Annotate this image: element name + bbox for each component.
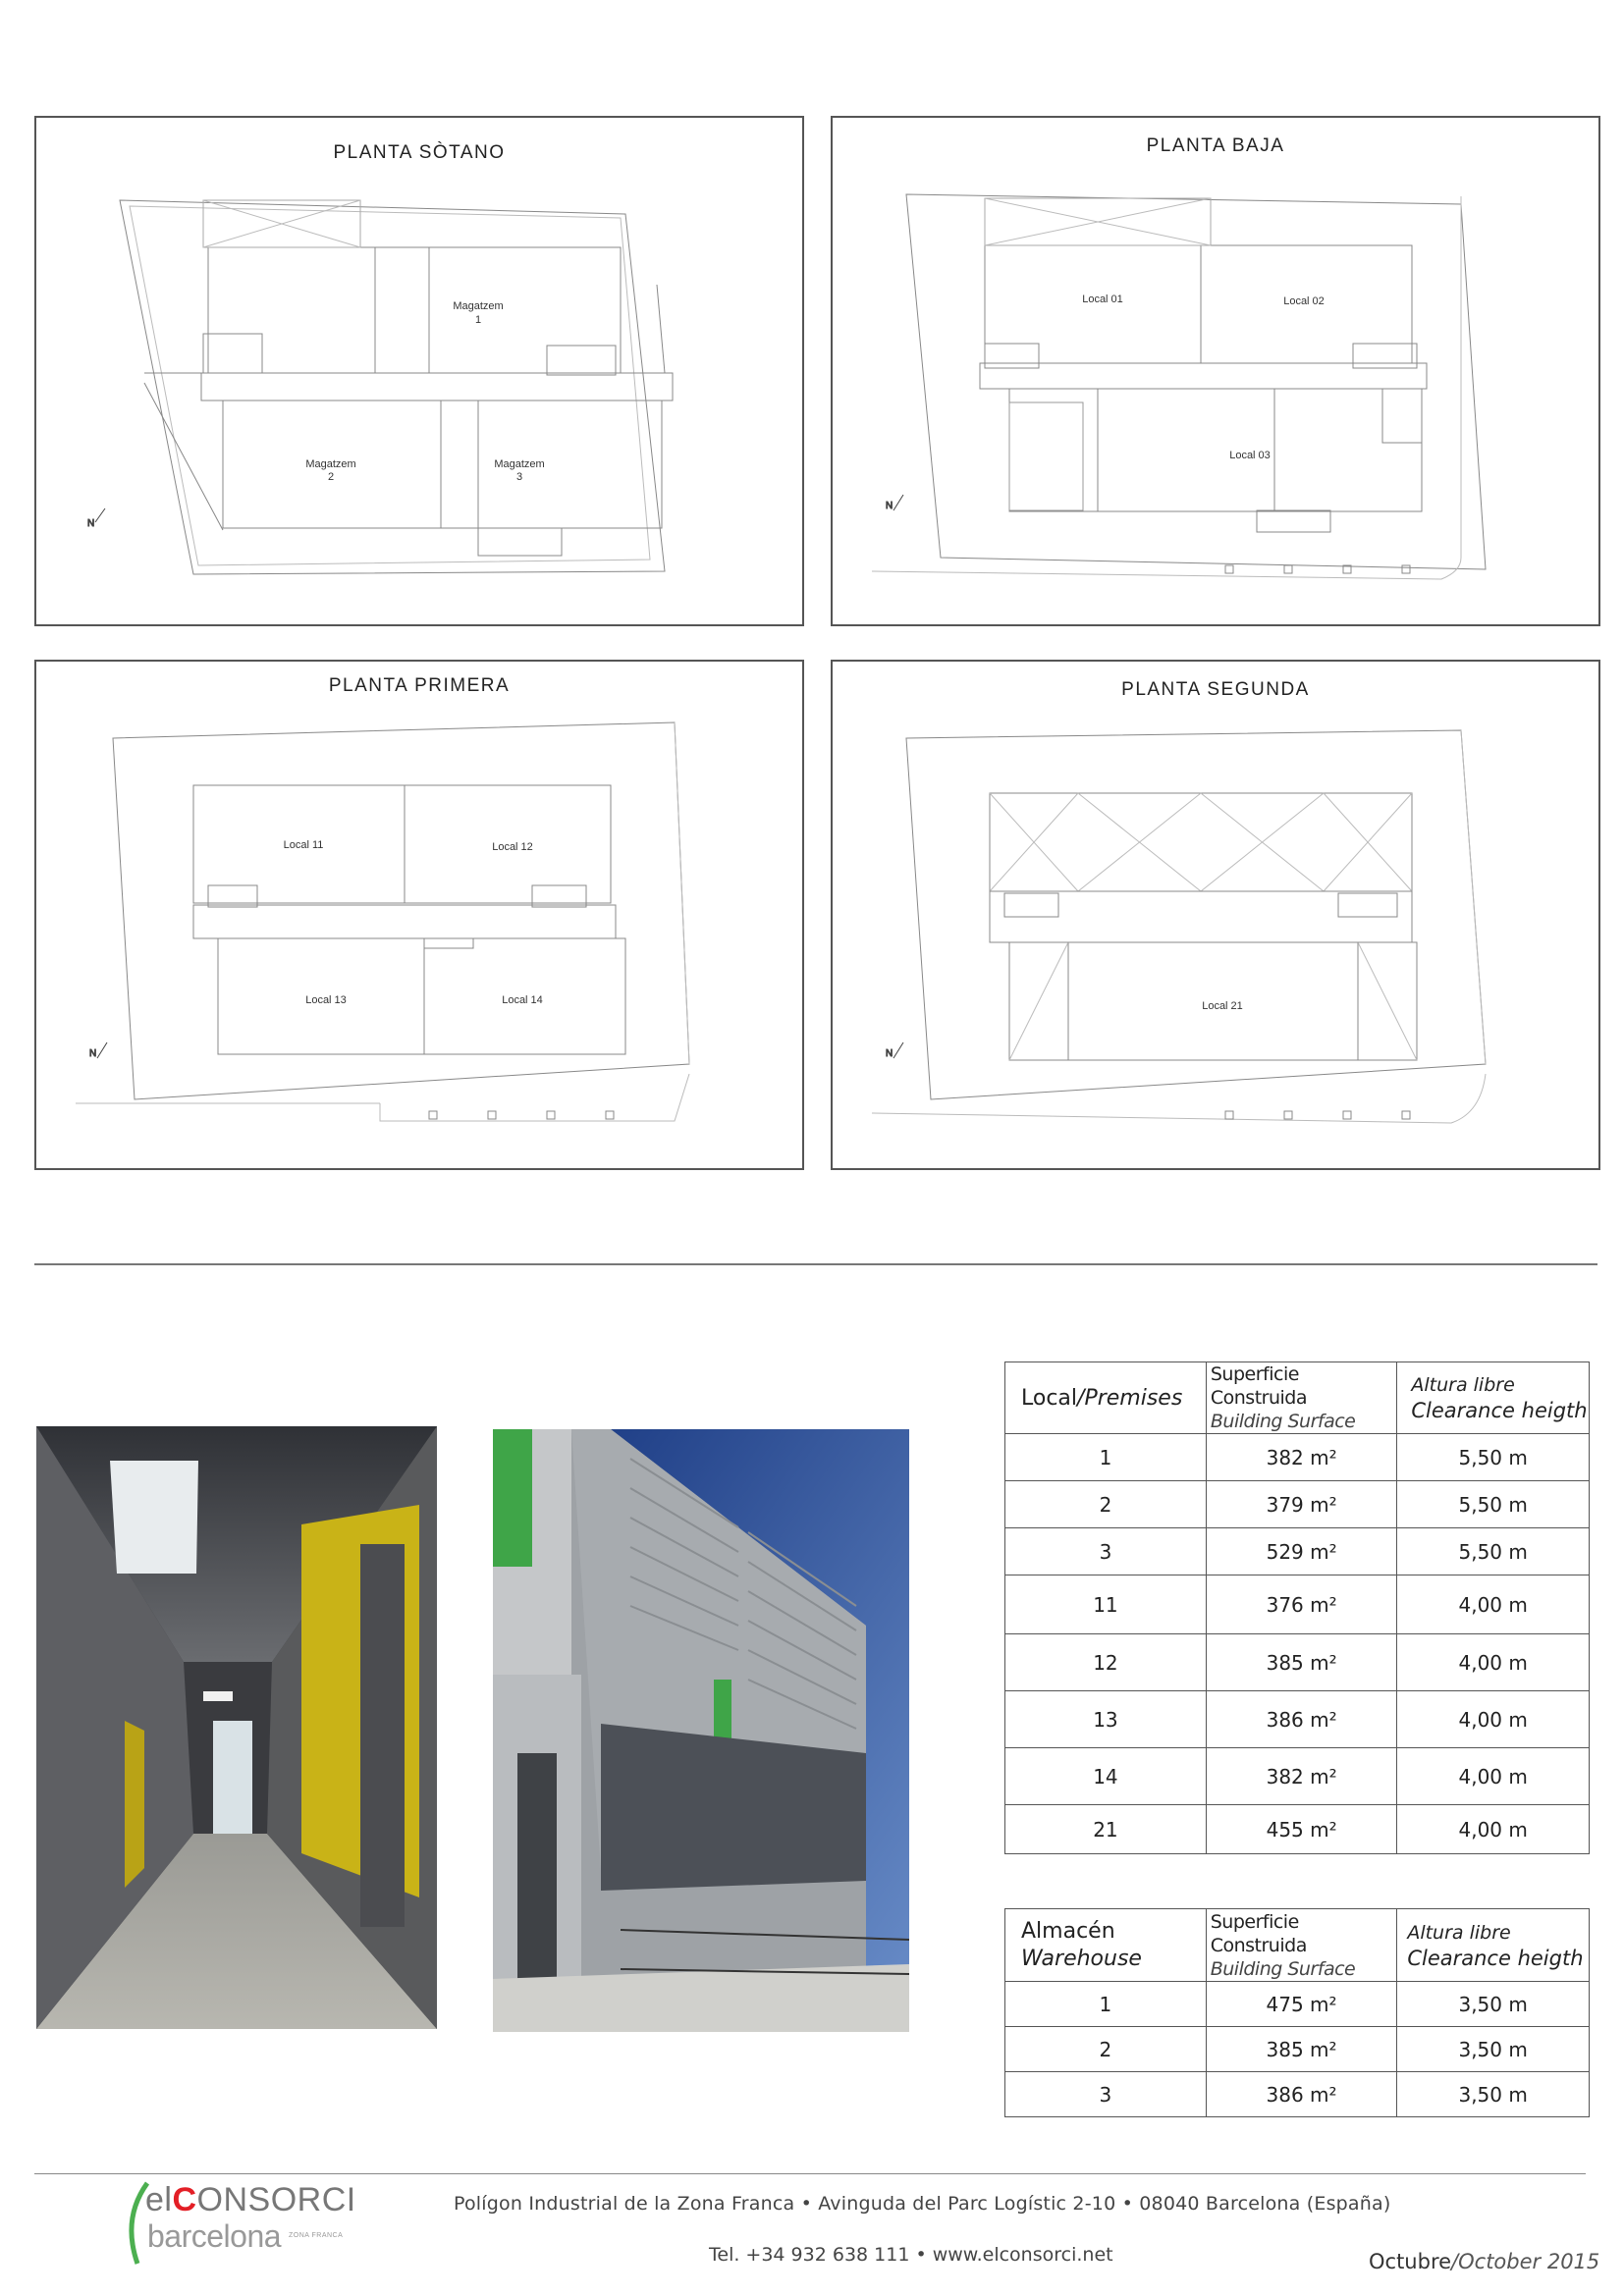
- table-row: [1005, 2072, 1590, 2117]
- room-label: Magatzem: [494, 458, 545, 470]
- table-row: [1005, 1982, 1590, 2027]
- cell-surface: 386 m²: [1206, 2072, 1397, 2117]
- footer-date: Octubre/October 2015: [1369, 2250, 1600, 2273]
- plan-title: PLANTA PRIMERA: [328, 675, 511, 696]
- logo-zone: ZONA FRANCA: [289, 2232, 344, 2239]
- logo-city: barcelona: [147, 2218, 282, 2254]
- cell-surface: 475 m²: [1206, 1982, 1397, 2027]
- cell-local: 14: [1005, 1748, 1207, 1805]
- svg-text:N: N: [886, 1048, 893, 1059]
- svg-text:N: N: [87, 518, 95, 529]
- room-label: 3: [515, 471, 523, 483]
- table-header-surface: Superficie Construida Building Surface: [1206, 1909, 1397, 1982]
- cell-local: 11: [1005, 1575, 1207, 1634]
- cell-local: 2: [1005, 2027, 1207, 2072]
- cell-local: 1: [1005, 1434, 1207, 1481]
- building-facade-photo: [493, 1429, 909, 2032]
- table-header-local: Local/Premises: [1005, 1362, 1207, 1434]
- table-row: [1005, 2027, 1590, 2072]
- cell-height: 3,50 m: [1397, 2027, 1590, 2072]
- plan-panel-sotano: [34, 116, 804, 626]
- cell-height: 4,00 m: [1397, 1634, 1590, 1691]
- plan-title: PLANTA SEGUNDA: [1121, 679, 1310, 700]
- table-row: [1005, 1481, 1590, 1528]
- cell-local: 2: [1005, 1481, 1207, 1528]
- table-row: [1005, 1528, 1590, 1575]
- svg-text:N: N: [89, 1048, 97, 1059]
- plan-title: PLANTA BAJA: [1146, 135, 1285, 156]
- table-row: [1005, 1634, 1590, 1691]
- plan-room-labels: [1082, 294, 1325, 461]
- cell-surface: 385 m²: [1206, 2027, 1397, 2072]
- room-label: Local 11: [283, 839, 324, 851]
- cell-height: 3,50 m: [1397, 2072, 1590, 2117]
- cell-surface: 455 m²: [1206, 1805, 1397, 1854]
- footer-divider: [34, 2173, 1586, 2174]
- cell-height: 4,00 m: [1397, 1691, 1590, 1748]
- cell-height: 4,00 m: [1397, 1748, 1590, 1805]
- table-header-row: [1005, 1362, 1590, 1434]
- room-label: 2: [327, 471, 335, 483]
- footer-contact: Tel. +34 932 638 111 • www.elconsorci.net: [709, 2244, 1113, 2266]
- cell-surface: 385 m²: [1206, 1634, 1397, 1691]
- room-label: Local 03: [1229, 450, 1271, 461]
- cell-surface: 376 m²: [1206, 1575, 1397, 1634]
- table-header-height: Altura libre Clearance heigth: [1397, 1909, 1590, 1982]
- plan-room-labels: [305, 300, 544, 483]
- room-label: Local 14: [502, 994, 543, 1006]
- north-arrow-icon: [886, 1042, 903, 1059]
- cell-local: 3: [1005, 1528, 1207, 1575]
- table-row: [1005, 1748, 1590, 1805]
- table-row: [1005, 1434, 1590, 1481]
- north-arrow-icon: [886, 495, 903, 511]
- cell-height: 3,50 m: [1397, 1982, 1590, 2027]
- plan-room-labels: [284, 839, 543, 1006]
- room-label: 1: [474, 314, 482, 326]
- plan-panel-segunda: [831, 660, 1600, 1170]
- cell-local: 1: [1005, 1982, 1207, 2027]
- table-header-local: Almacén Warehouse: [1005, 1909, 1207, 1982]
- plan-title: PLANTA SÒTANO: [333, 142, 506, 163]
- cell-height: 4,00 m: [1397, 1575, 1590, 1634]
- room-label: Magatzem: [453, 300, 504, 312]
- cell-height: 5,50 m: [1397, 1528, 1590, 1575]
- svg-text:N: N: [886, 501, 893, 511]
- table-header-row: [1005, 1909, 1590, 1982]
- table-row: [1005, 1691, 1590, 1748]
- plan-panel-baja: [831, 116, 1600, 626]
- logo-wordmark: elCONSORCI: [145, 2181, 356, 2218]
- table-row: [1005, 1575, 1590, 1634]
- floor-plan-drawing: [36, 662, 802, 1168]
- cell-local: 13: [1005, 1691, 1207, 1748]
- room-label: Local 21: [1202, 1000, 1243, 1012]
- room-label: Magatzem: [305, 458, 356, 470]
- section-divider: [34, 1263, 1597, 1265]
- corridor-photo: [36, 1426, 437, 2029]
- premises-table: [1004, 1362, 1590, 1854]
- room-label: Local 12: [492, 841, 533, 853]
- cell-surface: 382 m²: [1206, 1748, 1397, 1805]
- north-arrow-icon: [89, 1042, 107, 1059]
- floor-plan-drawing: [833, 118, 1598, 624]
- footer-address: Polígon Industrial de la Zona Franca • Avinguda del Parc Logístic 2-10 • 08040 Barcelona (España): [454, 2193, 1391, 2215]
- room-label: Local 13: [305, 994, 347, 1006]
- cell-surface: 382 m²: [1206, 1434, 1397, 1481]
- plan-panel-primera: [34, 660, 804, 1170]
- north-arrow-icon: [87, 508, 105, 529]
- plan-room-labels: [1202, 1000, 1243, 1012]
- cell-surface: 529 m²: [1206, 1528, 1397, 1575]
- cell-local: 3: [1005, 2072, 1207, 2117]
- table-header-surface: Superficie Construida Building Surface: [1206, 1362, 1397, 1434]
- cell-height: 5,50 m: [1397, 1481, 1590, 1528]
- cell-local: 12: [1005, 1634, 1207, 1691]
- cell-surface: 386 m²: [1206, 1691, 1397, 1748]
- floor-plan-drawing: [36, 118, 802, 624]
- cell-surface: 379 m²: [1206, 1481, 1397, 1528]
- floor-plan-drawing: [833, 662, 1598, 1168]
- warehouse-table: [1004, 1908, 1590, 2117]
- table-row: [1005, 1805, 1590, 1854]
- table-header-height: Altura libre Clearance heigth: [1397, 1362, 1590, 1434]
- cell-local: 21: [1005, 1805, 1207, 1854]
- room-label: Local 02: [1283, 295, 1325, 307]
- cell-height: 4,00 m: [1397, 1805, 1590, 1854]
- elconsorci-logo: [118, 2179, 356, 2268]
- cell-height: 5,50 m: [1397, 1434, 1590, 1481]
- room-label: Local 01: [1082, 294, 1123, 305]
